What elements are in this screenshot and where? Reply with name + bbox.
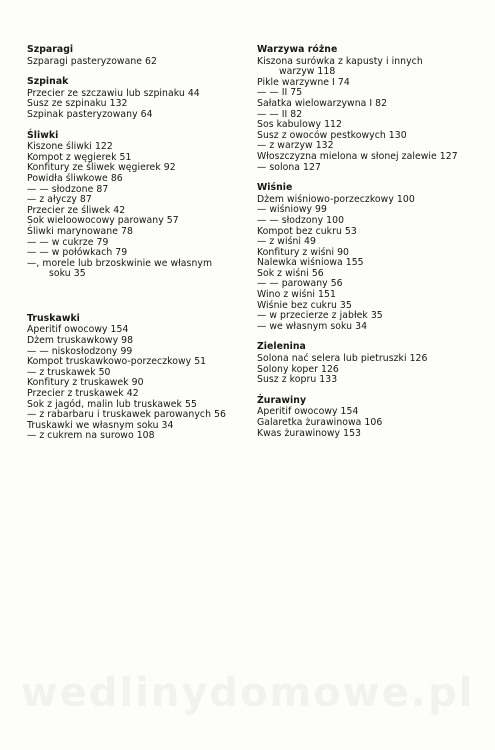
index-entry: Przecier ze szczawiu lub szpinaku 44 — [27, 87, 200, 99]
index-entry: Sos kabulowy 112 — [257, 119, 342, 131]
index-entry: Konfitury ze śliwek węgierek 92 — [27, 162, 176, 174]
index-entry: Solony koper 126 — [257, 363, 339, 375]
section-heading: Żurawiny — [257, 394, 307, 406]
section-szparagi — [27, 45, 237, 67]
right-column — [257, 45, 467, 449]
index-entry: Szpinak pasteryzowany 64 — [27, 108, 153, 120]
index-entry: — wiśniowy 99 — [257, 204, 327, 216]
section-heading: Wiśnie — [257, 182, 293, 194]
index-entry: — — w połówkach 79 — [27, 247, 128, 259]
index-entry: — w przecierze z jabłek 35 — [257, 310, 383, 322]
index-entry: — we własnym soku 34 — [257, 320, 368, 332]
index-entry: Solona nać selera lub pietruszki 126 — [257, 353, 428, 365]
index-entry: Przecier z truskawek 42 — [27, 388, 139, 400]
section-wisnie — [257, 183, 467, 332]
index-entry: Susz z kopru 133 — [257, 374, 338, 386]
index-entry: — — II 82 — [257, 108, 303, 120]
index-entry: Sok z wiśni 56 — [257, 267, 324, 279]
section-truskawki — [27, 314, 237, 442]
index-entry: — z wiśni 49 — [257, 236, 316, 248]
index-entry: — — w cukrze 79 — [27, 236, 109, 248]
index-entry: —, morele lub brzoskwinie we własnym — [27, 257, 213, 269]
section-warzywa-rozne — [257, 45, 467, 173]
index-entry: Kiszona surówka z kapusty i innych — [257, 55, 423, 67]
index-entry: — z warzyw 132 — [257, 140, 334, 152]
index-entry: Wiśnie bez cukru 35 — [257, 299, 352, 311]
index-entry: Wino z wiśni 151 — [257, 289, 336, 301]
section-heading: Zielenina — [257, 341, 306, 353]
index-entry: Sok wieloowocowy parowany 57 — [27, 215, 179, 227]
index-entry: — — II 75 — [257, 87, 303, 99]
index-entry: — solona 127 — [257, 161, 321, 173]
section-zurawiny — [257, 396, 467, 439]
index-entry: Sałatka wielowarzywna I 82 — [257, 97, 388, 109]
index-entry-continuation: warzyw 118 — [279, 66, 336, 78]
index-entry: Konfitury z truskawek 90 — [27, 377, 144, 389]
watermark: wedlinydomowe.pl — [20, 670, 475, 716]
index-entry: — — parowany 56 — [257, 278, 343, 290]
index-entry: — z rabarbaru i truskawek parowanych 56 — [27, 409, 226, 421]
index-entry: Pikle warzywne I 74 — [257, 76, 350, 88]
index-entry: Aperitif owocowy 154 — [27, 324, 129, 336]
section-sliwki — [27, 131, 237, 280]
index-entry: Kompot bez cukru 53 — [257, 225, 357, 237]
index-entry: Kwas żurawinowy 153 — [257, 427, 362, 439]
section-heading: Truskawki — [27, 312, 80, 324]
index-entry: — z ałyczy 87 — [27, 194, 92, 206]
section-heading: Szpinak — [27, 76, 69, 88]
index-entry: Galaretka żurawinowa 106 — [257, 417, 383, 428]
index-entry: Aperitif owocowy 154 — [257, 406, 359, 418]
index-entry: — z cukrem na surowo 108 — [27, 430, 155, 442]
section-zielenina — [257, 342, 467, 385]
left-column — [27, 45, 237, 452]
index-entry: Przecier ze śliwek 42 — [27, 204, 126, 216]
index-entry: Konfitury z wiśni 90 — [257, 246, 350, 258]
section-szpinak — [27, 77, 237, 120]
index-entry: Śliwki marynowane 78 — [27, 225, 133, 237]
section-heading: Śliwki — [27, 129, 59, 141]
index-entry: Kiszone śliwki 122 — [27, 141, 113, 153]
section-heading: Szparagi — [27, 44, 74, 55]
index-entry: Truskawki we własnym soku 34 — [27, 419, 174, 431]
index-entry: Kompot z węgierek 51 — [27, 151, 132, 163]
index-entry: Powidła śliwkowe 86 — [27, 172, 123, 184]
index-entry: Nalewka wiśniowa 155 — [257, 257, 364, 269]
index-entry: Susz z owoców pestkowych 130 — [257, 129, 407, 141]
index-entry: Szparagi pasteryzowane 62 — [27, 55, 157, 67]
index-entry: Włoszczyzna mielona w słonej zalewie 127 — [257, 150, 458, 162]
index-entry: Kompot truskawkowo-porzeczkowy 51 — [27, 356, 207, 368]
index-entry-continuation: soku 35 — [49, 268, 86, 280]
index-entry: — z truskawek 50 — [27, 366, 111, 378]
index-entry: — — niskosłodzony 99 — [27, 345, 133, 357]
section-heading: Warzywa różne — [257, 44, 338, 55]
index-entry: — — słodzone 87 — [27, 183, 109, 195]
index-entry: Dżem wiśniowo-porzeczkowy 100 — [257, 193, 415, 205]
index-entry: Susz ze szpinaku 132 — [27, 98, 128, 110]
index-entry: Dżem truskawkowy 98 — [27, 335, 134, 347]
index-entry: Sok z jagód, malin lub truskawek 55 — [27, 398, 197, 410]
index-entry: — — słodzony 100 — [257, 214, 345, 226]
